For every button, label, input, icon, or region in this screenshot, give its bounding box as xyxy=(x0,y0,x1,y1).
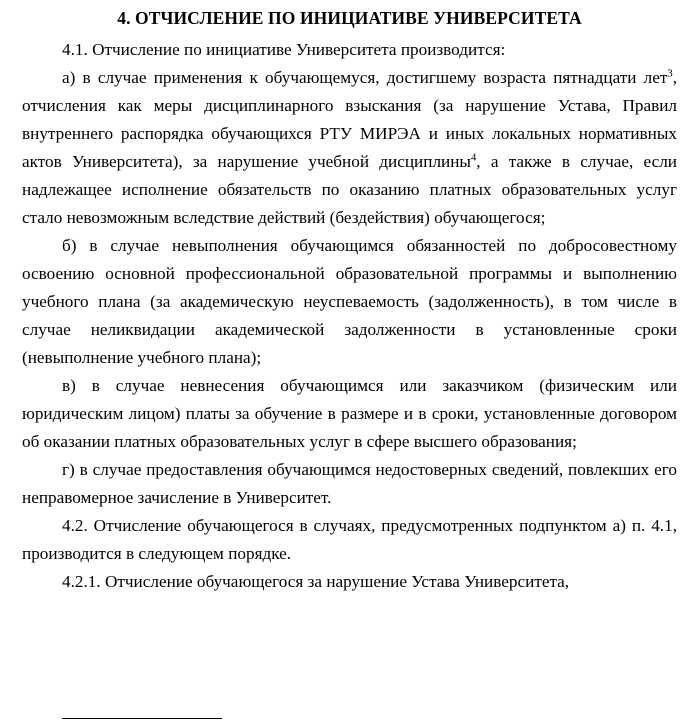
paragraph-a-text-1: а) в случае применения к обучающемуся, достигшему возраста пятнадцати лет xyxy=(62,67,668,87)
paragraph-g: г) в случае предоставления обучающимся недостоверных сведений, повлекших его неправомерное зачисление в Университет. xyxy=(22,460,677,508)
paragraph-4-1: 4.1. Отчисление по инициативе Университета производится: xyxy=(62,39,506,59)
paragraph-b: б) в случае невыполнения обучающимся обязанностей по добросовестному освоению основной профессиональной образовательной программы и выполнению учебного плана (за академическую неуспеваемость (задолженность), в том числе в случае неликвидации академической задолженности в установленные сроки (невыполнение учебного плана); xyxy=(22,236,677,368)
paragraph-a-text-2: , отчисления как меры дисциплинарного взыскания (за нарушение Устава, Правил внутреннего распорядка обучающихся РТУ МИРЭА и иных локальных нормативных актов Университета), за нарушение учебной дисциплины xyxy=(22,67,677,171)
footnote-ref-3: 3 xyxy=(667,68,673,80)
paragraph-4-2: 4.2. Отчисление обучающегося в случаях, предусмотренных подпунктом а) п. 4.1, производится в следующем порядке. xyxy=(22,516,677,564)
paragraph-v: в) в случае невнесения обучающимся или заказчиком (физическим или юридическим лицом) платы за обучение в размере и в сроки, установленные договором об оказании платных образовательных услуг в сфере высшего образования; xyxy=(22,376,677,452)
paragraph-a xyxy=(22,64,677,232)
footnote-ref-4: 4 xyxy=(470,152,477,164)
footnote-separator xyxy=(62,718,222,719)
page-title: 4. ОТЧИСЛЕНИЕ ПО ИНИЦИАТИВЕ УНИВЕРСИТЕТА xyxy=(117,8,582,28)
paragraph-a-text-3: , а также в случае, если надлежащее исполнение обязательств по оказанию платных образовательных услуг стало невозможным вследствие действий (бездействия) обучающегося; xyxy=(22,152,677,228)
paragraph-4-2-1: 4.2.1. Отчисление обучающегося за нарушение Устава Университета, xyxy=(62,572,570,592)
